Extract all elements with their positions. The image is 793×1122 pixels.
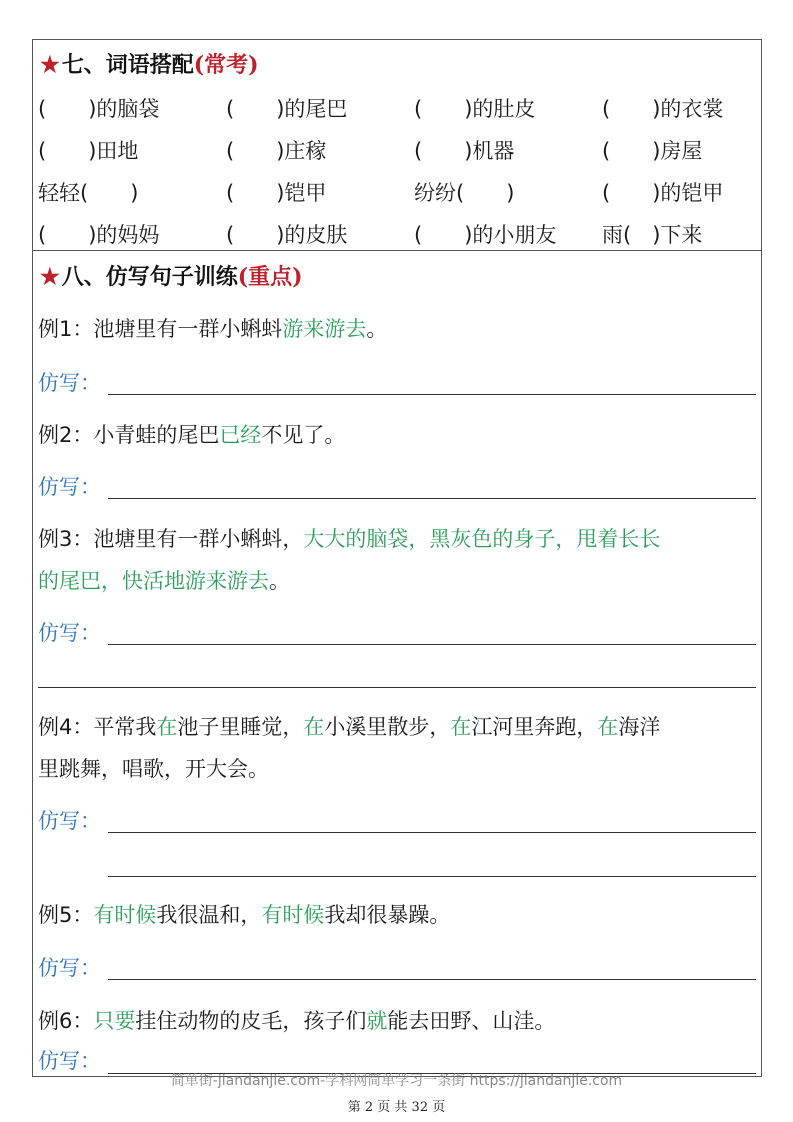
example-4: 例4：平常我在池子里睡觉，在小溪里散步，在江河里奔跑，在海洋 里跳舞，唱歌，开大会。	[38, 715, 661, 781]
example-5: 例5：有时候我很温和，有时候我却很暴躁。	[38, 903, 451, 927]
answer-line[interactable]	[108, 394, 756, 395]
answer-line[interactable]	[38, 687, 756, 688]
grid-cell: ( )铠甲	[226, 181, 327, 205]
imitation-label: 仿写：	[38, 1049, 101, 1073]
example-6: 例6：只要挂住动物的皮毛，孩子们就能去田野、山洼。	[38, 1009, 556, 1033]
grid-cell: ( )的脑袋	[38, 97, 160, 121]
grid-cell: ( )的衣裳	[602, 97, 724, 121]
imitation-label: 仿写：	[38, 956, 101, 980]
imitation-label: 仿写：	[38, 621, 101, 645]
star-icon: ★	[40, 264, 60, 290]
grid-cell: ( )的尾巴	[226, 97, 348, 121]
grid-row	[38, 172, 758, 214]
section8-title: ★八、仿写句子训练(重点)	[40, 264, 303, 290]
grid-cell: 轻轻( )	[38, 181, 139, 205]
word-match-grid	[38, 88, 758, 256]
grid-cell: ( )的铠甲	[602, 181, 724, 205]
grid-cell: ( )房屋	[602, 139, 703, 163]
grid-cell: 雨( )下来	[602, 223, 703, 247]
grid-cell: ( )的肚皮	[414, 97, 536, 121]
page-number: 第 2 页 共 32 页	[347, 1100, 446, 1115]
answer-line[interactable]	[108, 876, 756, 877]
example-3: 例3：池塘里有一群小蝌蚪，大大的脑袋，黑灰色的身子，甩着长长 的尾巴，快活地游来游去。	[38, 527, 661, 593]
star-icon: ★	[40, 52, 60, 78]
grid-cell: ( )的妈妈	[38, 223, 160, 247]
answer-line[interactable]	[108, 498, 756, 499]
grid-cell: ( )庄稼	[226, 139, 327, 163]
grid-cell: ( )田地	[38, 139, 139, 163]
grid-row	[38, 130, 758, 172]
section7-title: ★七、词语搭配(常考)	[40, 52, 259, 78]
grid-row	[38, 88, 758, 130]
imitation-label: 仿写：	[38, 371, 101, 395]
answer-line[interactable]	[108, 832, 756, 833]
grid-cell: ( )机器	[414, 139, 515, 163]
grid-cell: 纷纷( )	[414, 181, 515, 205]
imitation-label: 仿写：	[38, 809, 101, 833]
example-2: 例2：小青蛙的尾巴已经不见了。	[38, 423, 346, 447]
example-1: 例1：池塘里有一群小蝌蚪游来游去。	[38, 317, 388, 341]
grid-cell: ( )的小朋友	[414, 223, 557, 247]
grid-row	[38, 214, 758, 256]
answer-line[interactable]	[108, 979, 756, 980]
imitation-label: 仿写：	[38, 475, 101, 499]
answer-line[interactable]	[108, 644, 756, 645]
grid-cell: ( )的皮肤	[226, 223, 348, 247]
watermark-text: 简单街-jiandanjie.com-学科网简单学习一条街 https://jiandanjie.com	[170, 1073, 623, 1089]
